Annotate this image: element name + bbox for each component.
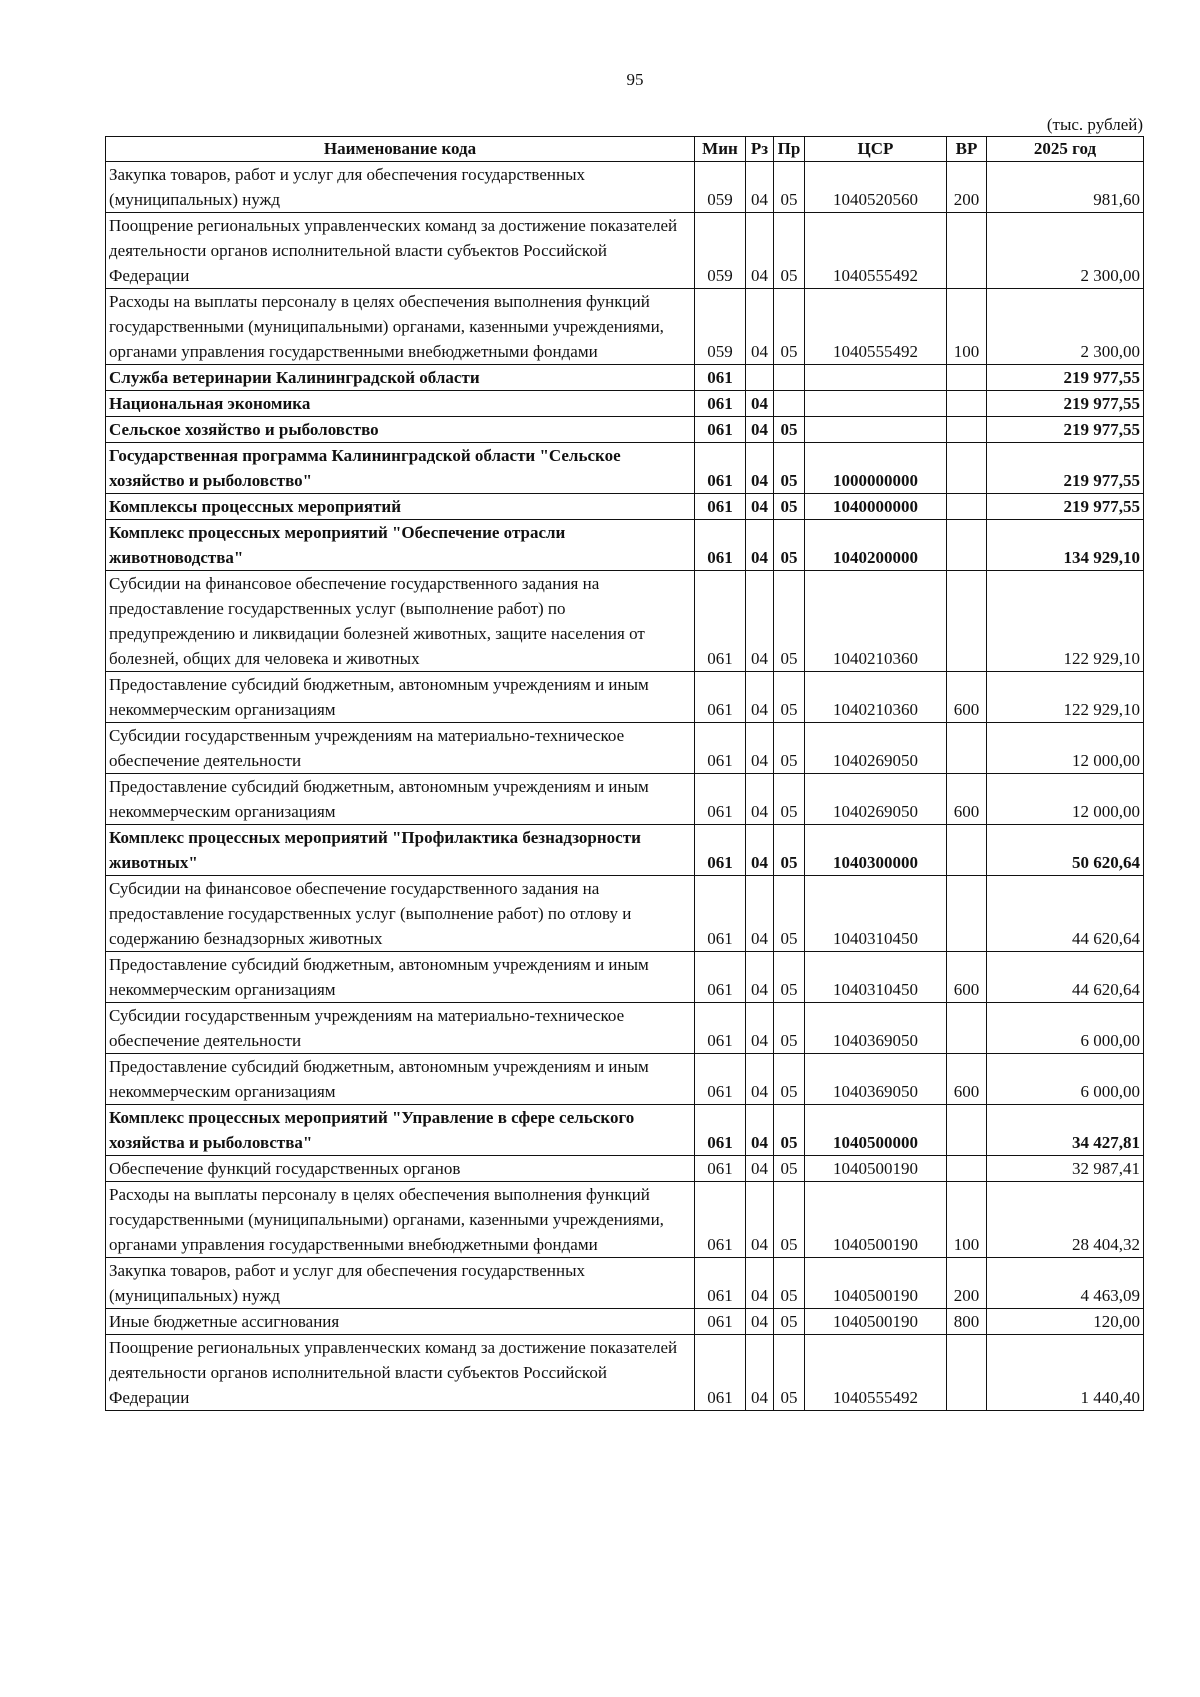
cell-amount: 122 929,10	[987, 672, 1144, 723]
cell-rz: 04	[746, 1309, 774, 1335]
table-row	[106, 1054, 1144, 1105]
cell-pr: 05	[774, 774, 805, 825]
table-row	[106, 1309, 1144, 1335]
cell-csr: 1040300000	[805, 825, 947, 876]
cell-vr	[947, 1156, 987, 1182]
cell-rz: 04	[746, 443, 774, 494]
cell-min: 061	[695, 1105, 746, 1156]
cell-name: Предоставление субсидий бюджетным, автономным учреждениям и иным некоммерческим организациям	[106, 774, 695, 825]
page-number: 95	[626, 70, 644, 89]
cell-amount: 134 929,10	[987, 520, 1144, 571]
cell-name: Сельское хозяйство и рыболовство	[106, 417, 695, 443]
table-row	[106, 365, 1144, 391]
table-row	[106, 774, 1144, 825]
cell-amount: 50 620,64	[987, 825, 1144, 876]
cell-amount: 219 977,55	[987, 391, 1144, 417]
cell-pr: 05	[774, 876, 805, 952]
cell-rz: 04	[746, 825, 774, 876]
cell-vr	[947, 520, 987, 571]
cell-vr	[947, 365, 987, 391]
cell-pr: 05	[774, 1182, 805, 1258]
cell-min: 059	[695, 289, 746, 365]
table-row	[106, 1258, 1144, 1309]
cell-name: Иные бюджетные ассигнования	[106, 1309, 695, 1335]
cell-vr	[947, 391, 987, 417]
table-row	[106, 1335, 1144, 1411]
column-header-csr: ЦСР	[805, 137, 947, 162]
cell-min: 061	[695, 825, 746, 876]
cell-name: Комплекс процессных мероприятий "Профилактика безнадзорности животных"	[106, 825, 695, 876]
table-row	[106, 417, 1144, 443]
cell-amount: 2 300,00	[987, 213, 1144, 289]
cell-pr: 05	[774, 1335, 805, 1411]
cell-pr: 05	[774, 723, 805, 774]
cell-amount: 44 620,64	[987, 876, 1144, 952]
cell-name: Комплекс процессных мероприятий "Управление в сфере сельского хозяйства и рыболовства"	[106, 1105, 695, 1156]
cell-vr	[947, 213, 987, 289]
cell-rz: 04	[746, 162, 774, 213]
cell-pr: 05	[774, 289, 805, 365]
cell-min: 061	[695, 494, 746, 520]
table-row	[106, 571, 1144, 672]
cell-rz: 04	[746, 571, 774, 672]
cell-pr: 05	[774, 443, 805, 494]
cell-amount: 219 977,55	[987, 365, 1144, 391]
cell-amount: 219 977,55	[987, 494, 1144, 520]
cell-csr: 1040500190	[805, 1182, 947, 1258]
cell-amount: 6 000,00	[987, 1054, 1144, 1105]
cell-pr: 05	[774, 952, 805, 1003]
table-row	[106, 825, 1144, 876]
cell-rz: 04	[746, 1182, 774, 1258]
table-row	[106, 494, 1144, 520]
table-row	[106, 391, 1144, 417]
cell-csr: 1040210360	[805, 571, 947, 672]
cell-amount: 981,60	[987, 162, 1144, 213]
cell-rz: 04	[746, 1054, 774, 1105]
cell-csr: 1040555492	[805, 289, 947, 365]
cell-csr: 1040000000	[805, 494, 947, 520]
column-header-pr: Пр	[774, 137, 805, 162]
column-header-rz: Рз	[746, 137, 774, 162]
column-header-min: Мин	[695, 137, 746, 162]
cell-rz: 04	[746, 494, 774, 520]
cell-csr	[805, 417, 947, 443]
cell-vr	[947, 1105, 987, 1156]
cell-min: 061	[695, 520, 746, 571]
table-row	[106, 162, 1144, 213]
cell-min: 061	[695, 1003, 746, 1054]
cell-csr: 1040269050	[805, 723, 947, 774]
cell-csr: 1040555492	[805, 1335, 947, 1411]
cell-min: 061	[695, 417, 746, 443]
cell-vr: 200	[947, 1258, 987, 1309]
table-row	[106, 289, 1144, 365]
cell-min: 061	[695, 1182, 746, 1258]
column-header-name: Наименование кода	[106, 137, 695, 162]
cell-min: 061	[695, 365, 746, 391]
cell-csr: 1040555492	[805, 213, 947, 289]
cell-csr: 1040269050	[805, 774, 947, 825]
cell-amount: 12 000,00	[987, 723, 1144, 774]
cell-csr: 1040200000	[805, 520, 947, 571]
budget-table	[105, 136, 1144, 1411]
cell-pr: 05	[774, 1003, 805, 1054]
cell-csr: 1040310450	[805, 876, 947, 952]
cell-csr	[805, 391, 947, 417]
table-row	[106, 952, 1144, 1003]
table-header-row	[106, 137, 1144, 162]
cell-name: Закупка товаров, работ и услуг для обеспечения государственных (муниципальных) нужд	[106, 162, 695, 213]
table-row	[106, 1182, 1144, 1258]
cell-amount: 219 977,55	[987, 443, 1144, 494]
cell-pr: 05	[774, 1156, 805, 1182]
cell-pr: 05	[774, 1258, 805, 1309]
cell-vr: 800	[947, 1309, 987, 1335]
cell-min: 061	[695, 876, 746, 952]
cell-rz: 04	[746, 289, 774, 365]
cell-rz: 04	[746, 672, 774, 723]
cell-amount: 2 300,00	[987, 289, 1144, 365]
cell-rz: 04	[746, 952, 774, 1003]
cell-amount: 122 929,10	[987, 571, 1144, 672]
cell-vr: 100	[947, 1182, 987, 1258]
cell-pr: 05	[774, 417, 805, 443]
cell-vr: 200	[947, 162, 987, 213]
cell-min: 061	[695, 774, 746, 825]
cell-rz: 04	[746, 417, 774, 443]
cell-csr: 1040500190	[805, 1258, 947, 1309]
cell-name: Предоставление субсидий бюджетным, автономным учреждениям и иным некоммерческим организациям	[106, 952, 695, 1003]
cell-rz: 04	[746, 391, 774, 417]
cell-min: 061	[695, 952, 746, 1003]
column-header-amount: 2025 год	[987, 137, 1144, 162]
cell-rz: 04	[746, 1156, 774, 1182]
cell-vr	[947, 494, 987, 520]
cell-name: Обеспечение функций государственных органов	[106, 1156, 695, 1182]
cell-csr: 1040369050	[805, 1054, 947, 1105]
cell-pr: 05	[774, 520, 805, 571]
cell-name: Предоставление субсидий бюджетным, автономным учреждениям и иным некоммерческим организациям	[106, 672, 695, 723]
cell-name: Служба ветеринарии Калининградской области	[106, 365, 695, 391]
cell-rz: 04	[746, 520, 774, 571]
cell-name: Поощрение региональных управленческих команд за достижение показателей деятельности органов исполнительной власти субъектов Российской Федерации	[106, 1335, 695, 1411]
cell-rz: 04	[746, 1335, 774, 1411]
cell-vr	[947, 443, 987, 494]
cell-amount: 6 000,00	[987, 1003, 1144, 1054]
cell-csr: 1040369050	[805, 1003, 947, 1054]
column-header-vr: ВР	[947, 137, 987, 162]
cell-amount: 44 620,64	[987, 952, 1144, 1003]
cell-csr: 1040520560	[805, 162, 947, 213]
cell-min: 061	[695, 672, 746, 723]
cell-vr	[947, 876, 987, 952]
cell-vr: 600	[947, 952, 987, 1003]
cell-amount: 4 463,09	[987, 1258, 1144, 1309]
cell-csr: 1040500190	[805, 1309, 947, 1335]
cell-min: 059	[695, 213, 746, 289]
cell-min: 061	[695, 391, 746, 417]
cell-name: Поощрение региональных управленческих команд за достижение показателей деятельности органов исполнительной власти субъектов Российской Федерации	[106, 213, 695, 289]
cell-csr: 1000000000	[805, 443, 947, 494]
cell-pr: 05	[774, 571, 805, 672]
cell-csr: 1040500000	[805, 1105, 947, 1156]
cell-rz: 04	[746, 1105, 774, 1156]
table-row	[106, 876, 1144, 952]
cell-min: 061	[695, 1309, 746, 1335]
cell-pr: 05	[774, 825, 805, 876]
cell-amount: 28 404,32	[987, 1182, 1144, 1258]
cell-csr: 1040210360	[805, 672, 947, 723]
table-row	[106, 1003, 1144, 1054]
table-row	[106, 520, 1144, 571]
cell-name: Комплекс процессных мероприятий "Обеспечение отрасли животноводства"	[106, 520, 695, 571]
cell-name: Субсидии на финансовое обеспечение государственного задания на предоставление государственных услуг (выполнение работ) по отлову и содержанию безнадзорных животных	[106, 876, 695, 952]
cell-pr: 05	[774, 1105, 805, 1156]
cell-name: Национальная экономика	[106, 391, 695, 417]
cell-amount: 120,00	[987, 1309, 1144, 1335]
cell-csr: 1040310450	[805, 952, 947, 1003]
cell-vr	[947, 417, 987, 443]
table-row	[106, 672, 1144, 723]
cell-rz: 04	[746, 723, 774, 774]
table-row	[106, 443, 1144, 494]
cell-name: Субсидии государственным учреждениям на материально-техническое обеспечение деятельности	[106, 723, 695, 774]
units-label: (тыс. рублей)	[1046, 115, 1143, 134]
cell-pr	[774, 365, 805, 391]
cell-min: 061	[695, 1335, 746, 1411]
cell-min: 061	[695, 1156, 746, 1182]
table-row	[106, 723, 1144, 774]
cell-rz: 04	[746, 1003, 774, 1054]
cell-vr	[947, 1003, 987, 1054]
cell-vr: 600	[947, 1054, 987, 1105]
cell-amount: 1 440,40	[987, 1335, 1144, 1411]
cell-vr	[947, 571, 987, 672]
cell-vr	[947, 1335, 987, 1411]
cell-pr: 05	[774, 672, 805, 723]
table-row	[106, 1105, 1144, 1156]
cell-name: Расходы на выплаты персоналу в целях обеспечения выполнения функций государственными (муниципальными) органами, казенными учреждениями, органами управления государственными внебюджетными фондами	[106, 1182, 695, 1258]
cell-amount: 32 987,41	[987, 1156, 1144, 1182]
cell-rz: 04	[746, 774, 774, 825]
cell-pr: 05	[774, 162, 805, 213]
cell-name: Комплексы процессных мероприятий	[106, 494, 695, 520]
cell-min: 061	[695, 1054, 746, 1105]
cell-csr: 1040500190	[805, 1156, 947, 1182]
cell-pr: 05	[774, 494, 805, 520]
cell-rz: 04	[746, 213, 774, 289]
cell-min: 061	[695, 571, 746, 672]
table-row	[106, 1156, 1144, 1182]
cell-vr: 600	[947, 774, 987, 825]
cell-rz	[746, 365, 774, 391]
cell-pr	[774, 391, 805, 417]
cell-vr	[947, 825, 987, 876]
cell-amount: 34 427,81	[987, 1105, 1144, 1156]
cell-name: Субсидии на финансовое обеспечение государственного задания на предоставление государственных услуг (выполнение работ) по предупреждению и ликвидации болезней животных, защите населения от болезней, общих для человека и животных	[106, 571, 695, 672]
cell-name: Закупка товаров, работ и услуг для обеспечения государственных (муниципальных) нужд	[106, 1258, 695, 1309]
cell-rz: 04	[746, 1258, 774, 1309]
cell-vr	[947, 723, 987, 774]
cell-name: Субсидии государственным учреждениям на материально-техническое обеспечение деятельности	[106, 1003, 695, 1054]
cell-pr: 05	[774, 1054, 805, 1105]
cell-min: 059	[695, 162, 746, 213]
cell-min: 061	[695, 443, 746, 494]
cell-min: 061	[695, 723, 746, 774]
cell-csr	[805, 365, 947, 391]
cell-name: Расходы на выплаты персоналу в целях обеспечения выполнения функций государственными (муниципальными) органами, казенными учреждениями, органами управления государственными внебюджетными фондами	[106, 289, 695, 365]
cell-pr: 05	[774, 1309, 805, 1335]
cell-rz: 04	[746, 876, 774, 952]
cell-name: Предоставление субсидий бюджетным, автономным учреждениям и иным некоммерческим организациям	[106, 1054, 695, 1105]
cell-vr: 100	[947, 289, 987, 365]
cell-pr: 05	[774, 213, 805, 289]
cell-name: Государственная программа Калининградской области "Сельское хозяйство и рыболовство"	[106, 443, 695, 494]
cell-amount: 12 000,00	[987, 774, 1144, 825]
table-row	[106, 213, 1144, 289]
cell-min: 061	[695, 1258, 746, 1309]
cell-amount: 219 977,55	[987, 417, 1144, 443]
cell-vr: 600	[947, 672, 987, 723]
table-body	[106, 162, 1144, 1411]
